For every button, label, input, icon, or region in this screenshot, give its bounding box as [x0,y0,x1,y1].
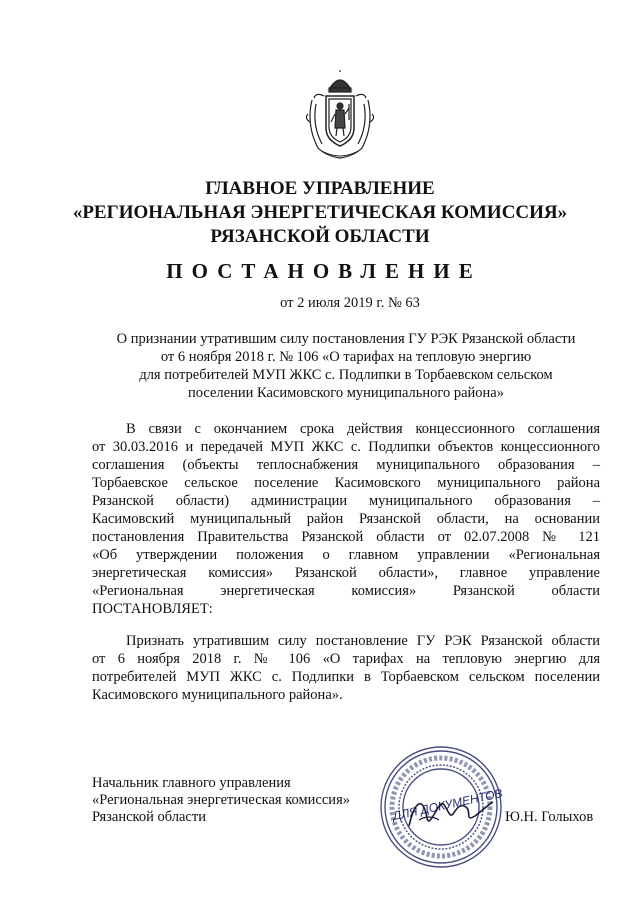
handwritten-signature-icon [405,790,495,835]
paragraph-line: Торбаевское сельское поселение Касимовского муниципального района [92,475,600,491]
position-line: Начальник главного управления [92,775,291,791]
document-subject [96,330,596,402]
paragraph-line: Касимовского муниципального района». [92,687,343,703]
paragraph-line: постановления Правительства Рязанской области от 02.07.2008 № 121 [92,529,600,545]
paragraph-line: от 30.03.2016 и передачей МУП ЖКС с. Подлипки объектов концессионного [92,439,600,455]
subject-line: поселении Касимовского муниципального района» [188,385,504,401]
paragraph-line: В связи с окончанием срока действия концессионного соглашения [126,421,600,437]
subject-line: для потребителей МУП ЖКС с. Подлипки в Торбаевском сельском [139,367,553,383]
paragraph-line: энергетическая комиссия» Рязанской области», главное управление [92,565,600,581]
ryazan-coat-of-arms-icon [302,70,378,160]
subject-line: О признании утратившим силу постановления ГУ РЭК Рязанской области [116,331,576,347]
stamp-text: ДЛЯ ДОКУМЕНТОВ [391,786,504,824]
paragraph-line: Рязанской области) администрации муниципального образования – [92,493,600,509]
document-type: ПОСТАНОВЛЕНИЕ [166,259,482,283]
resolution-paragraph [92,632,600,704]
paragraph-line: потребителей МУП ЖКС с. Подлипки в Торбаевском сельском поселении [92,669,600,685]
paragraph-line: ПОСТАНОВЛЯЕТ: [92,601,213,617]
issuer-title-line-3: РЯЗАНСКОЙ ОБЛАСТИ [210,226,430,247]
position-line: Рязанской области [92,809,206,825]
signatory-name: Ю.Н. Голыхов [505,809,594,825]
issuer-title-line-2: «РЕГИОНАЛЬНАЯ ЭНЕРГЕТИЧЕСКАЯ КОМИССИЯ» [72,202,568,223]
document-date-number: от 2 июля 2019 г. № 63 [280,295,420,311]
paragraph-line: от 6 ноября 2018 г. № 106 «О тарифах на тепловую энергию для [92,651,600,667]
paragraph-line: соглашения (объекты теплоснабжения муниципального образования – [92,457,600,473]
signatory-position [92,775,350,826]
paragraph-line: Касимовский муниципальный район Рязанской области, на основании [92,511,600,527]
paragraph-line: «Об утверждении положения о главном управлении «Региональная [92,547,600,563]
preamble-paragraph [92,420,600,618]
position-line: «Региональная энергетическая комиссия» [92,792,350,808]
subject-line: от 6 ноября 2018 г. № 106 «О тарифах на тепловую энергию [160,349,532,365]
issuer-title-line-1: ГЛАВНОЕ УПРАВЛЕНИЕ [205,178,435,199]
paragraph-line: «Региональная энергетическая комиссия» Рязанской области [92,583,600,599]
paragraph-line: Признать утратившим силу постановление ГУ РЭК Рязанской области [126,633,600,649]
